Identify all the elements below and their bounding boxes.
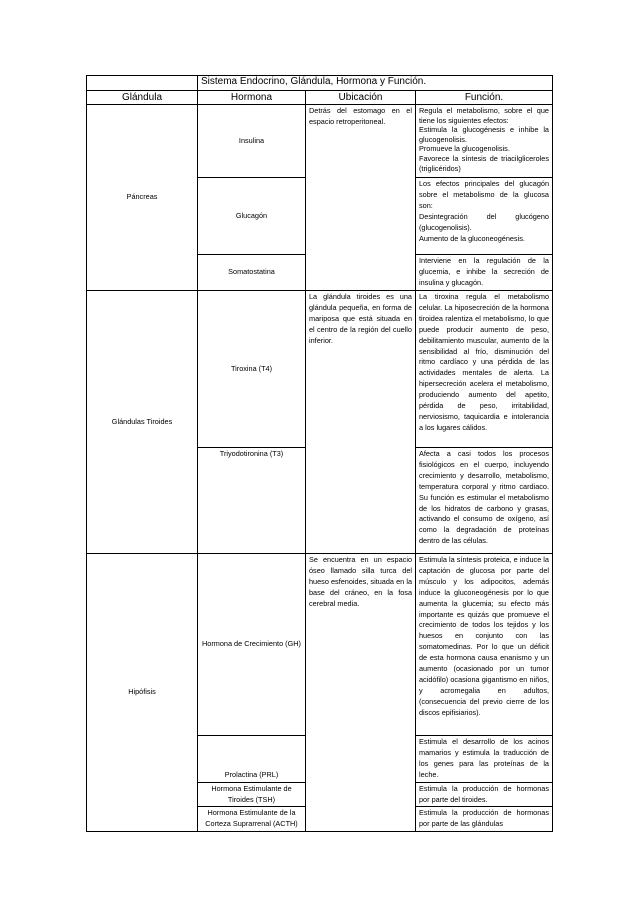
gland-cell-hipofisis: Hipófisis <box>87 554 198 832</box>
title-row <box>87 76 553 91</box>
function-cell-gh: Estimula la síntesis proteica, e induce la captación de glucosa por parte del músculo y los adipocitos, además induce la gluconeogénesis por lo que aumenta la glucemia; su efecto más importante es quizás que promueve el crecimiento de todos los tejidos y los huesos en conjunto con las somatomedinas. Por lo que un déficit de esta hormona causa enanismo y un aumento (ocasionado por un tumor acidófilo) ocasiona gigantismo en niños, y acromegalia en adultos, (consecuencia del previo cierre de los discos epifisiarios). <box>416 554 553 736</box>
header-funcion: Función. <box>416 91 553 105</box>
function-text: Regula el metabolismo, sobre el que tiene los siguientes efectos: <box>419 106 549 125</box>
hormone-cell-prl: Prolactina (PRL) <box>198 736 306 783</box>
hormone-cell-gh: Hormona de Crecimiento (GH) <box>198 554 306 736</box>
hormone-cell-tsh: Hormona Estimulante de Tiroides (TSH) <box>198 782 306 807</box>
function-cell-somatostatina: Interviene en la regulación de la glucemia, e inhibe la secreción de insulina y glucagón. <box>416 255 553 291</box>
function-cell-glucagon <box>416 178 553 255</box>
location-cell-hipofisis: Se encuentra en un espacio óseo llamado silla turca del hueso esfenoides, situada en la base del cráneo, en la fosa cerebral media. <box>306 554 416 832</box>
function-text: Los efectos principales del glucagón sobre el metabolismo de la glucosa son: <box>419 179 549 210</box>
hormone-cell-glucagon: Glucagón <box>198 178 306 255</box>
hormone-cell-t4: Tiroxina (T4) <box>198 291 306 448</box>
header-glandula: Glándula <box>87 91 198 105</box>
function-cell-acth: Estimula la producción de hormonas por parte de las glándulas <box>416 807 553 832</box>
table-row <box>87 554 553 736</box>
table-row <box>87 105 553 178</box>
function-cell-prl: Estimula el desarrollo de los acinos mamarios y estimula la traducción de los genes para las proteínas de la leche. <box>416 736 553 783</box>
hormone-cell-t3: Triyodotironina (T3) <box>198 448 306 554</box>
function-cell-t3: Afecta a casi todos los procesos fisiológicos en el cuerpo, incluyendo crecimiento y desarrollo, metabolismo, temperatura corporal y ritmo cardiaco. Su función es estimular el metabolismo de los hidratos de carbono y grasas, activando el consumo de oxígeno, así como la degradación de proteínas dentro de las células. <box>416 448 553 554</box>
function-text: Promueve la glucogenolisis. <box>419 144 510 154</box>
header-ubicacion: Ubicación <box>306 91 416 105</box>
function-text: Aumento de la gluconeogénesis. <box>419 233 525 243</box>
endocrine-table <box>86 75 553 832</box>
gland-cell-tiroides: Glándulas Tiroides <box>87 291 198 554</box>
function-text: Favorece la síntesis de triacilgliceroles (triglicéridos) <box>419 153 549 173</box>
header-row <box>87 91 553 105</box>
hormone-cell-insulina: Insulina <box>198 105 306 178</box>
hormone-cell-acth: Hormona Estimulante de la Corteza Suprarrenal (ACTH) <box>198 807 306 832</box>
function-cell-insulina <box>416 105 553 178</box>
gland-cell-pancreas: Páncreas <box>87 105 198 291</box>
function-text: Desintegración del glucógeno (glucogenolisis). <box>419 211 549 232</box>
function-text: Estimula la glucogénesis e inhibe la glucogenolisis. <box>419 125 549 144</box>
header-hormona: Hormona <box>198 91 306 105</box>
function-cell-tsh: Estimula la producción de hormonas por parte del tiroides. <box>416 782 553 807</box>
function-cell-t4: La tiroxina regula el metabolismo celular. La hiposecreción de la hormona tiroidea ralentiza el metabolismo, lo que puede producir aumento de peso, debilitamiento muscular, aumento de la sensibilidad al frío, disminución del ritmo cardíaco y una pérdida de las actividades mentales de alerta. La hipersecreción acelera el metabolismo, produciendo aumento del apetito, pérdida de peso, irritabilidad, nerviosismo, taquicardia e intolerancia a los lugares cálidos. <box>416 291 553 448</box>
table-row <box>87 291 553 448</box>
table-title: Sistema Endocrino, Glándula, Hormona y Función. <box>198 76 553 91</box>
hormone-cell-somatostatina: Somatostatina <box>198 255 306 291</box>
location-cell-pancreas: Detrás del estomago en el espacio retroperitoneal. <box>306 105 416 291</box>
location-cell-tiroides: La glándula tiroides es una glándula pequeña, en forma de mariposa que está situada en el centro de la región del cuello inferior. <box>306 291 416 554</box>
title-spacer-cell <box>87 76 198 91</box>
